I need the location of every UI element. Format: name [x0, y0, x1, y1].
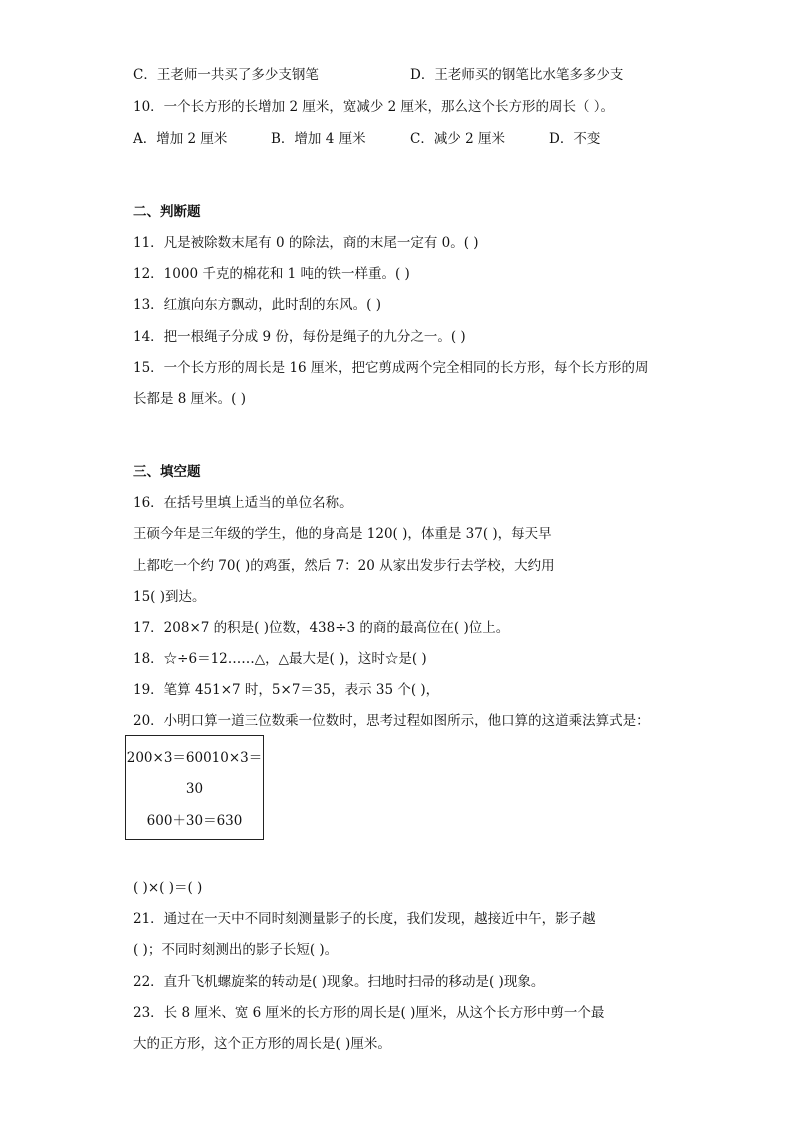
thinking-process-box — [125, 735, 264, 840]
q10-option-b: B．增加 4 厘米 — [271, 131, 366, 147]
box-line-2: 30 — [185, 781, 204, 797]
question-17: 17．208×7 的积是( )位数，438÷3 的商的最高位在( )位上。 — [133, 620, 510, 636]
question-16-line3: 15( )到达。 — [133, 589, 206, 605]
question-21-line2: ( )；不同时刻测出的影子长短( )。 — [133, 942, 339, 958]
question-22: 22．直升飞机螺旋桨的转动是( )现象。扫地时扫帚的移动是( )现象。 — [133, 974, 545, 990]
box-line-3: 600＋30＝630 — [146, 813, 243, 829]
q10-stem: 10．一个长方形的长增加 2 厘米，宽减少 2 厘米，那么这个长方形的周长（ ）。 — [133, 99, 615, 115]
q9-option-d: D．王老师买的钢笔比水笔多多少支 — [410, 67, 624, 83]
q10-option-c: C．减少 2 厘米 — [410, 131, 506, 147]
question-15-line1: 15．一个长方形的周长是 16 厘米，把它剪成两个完全相同的长方形，每个长方形的周 — [133, 360, 649, 376]
section-title-judgement: 二、判断题 — [133, 204, 201, 220]
question-21-line1: 21．通过在一天中不同时刻测量影子的长度，我们发现，越接近中午，影子越 — [133, 911, 596, 927]
question-18: 18．☆÷6＝12……△，△最大是( )，这时☆是( ) — [133, 651, 427, 667]
question-14: 14．把一根绳子分成 9 份，每份是绳子的九分之一。( ) — [133, 329, 466, 345]
box-line-1: 200×3＝60010×3＝ — [126, 750, 263, 766]
q10-option-d: D．不变 — [549, 131, 601, 147]
section-title-fill-blank: 三、填空题 — [133, 464, 201, 480]
question-23-line2: 大的正方形，这个正方形的周长是( )厘米。 — [133, 1036, 391, 1052]
question-20-stem: 20．小明口算一道三位数乘一位数时，思考过程如图所示，他口算的这道乘法算式是： — [133, 713, 650, 729]
question-16-line1: 王硕今年是三年级的学生，他的身高是 120( )，体重是 37( )，每天早 — [133, 526, 552, 542]
question-16-line2: 上都吃一个约 70( )的鸡蛋，然后 7：20 从家出发步行去学校，大约用 — [133, 558, 555, 574]
question-12: 12．1000 千克的棉花和 1 吨的铁一样重。( ) — [133, 266, 410, 282]
question-19: 19．笔算 451×7 时，5×7＝35，表示 35 个( )， — [133, 682, 440, 698]
question-11: 11．凡是被除数末尾有 0 的除法，商的末尾一定有 0。( ) — [133, 235, 479, 251]
question-16-stem: 16．在括号里填上适当的单位名称。 — [133, 495, 353, 511]
q10-option-a: A．增加 2 厘米 — [133, 131, 228, 147]
question-20-answer: ( )×( )＝( ) — [133, 880, 203, 896]
question-13: 13．红旗向东方飘动，此时刮的东风。( ) — [133, 297, 382, 313]
question-15-line2: 长都是 8 厘米。( ) — [133, 391, 246, 407]
q9-option-c: C．王老师一共买了多少支钢笔 — [133, 67, 319, 83]
question-23-line1: 23．长 8 厘米、宽 6 厘米的长方形的周长是( )厘米，从这个长方形中剪一个最 — [133, 1005, 605, 1021]
